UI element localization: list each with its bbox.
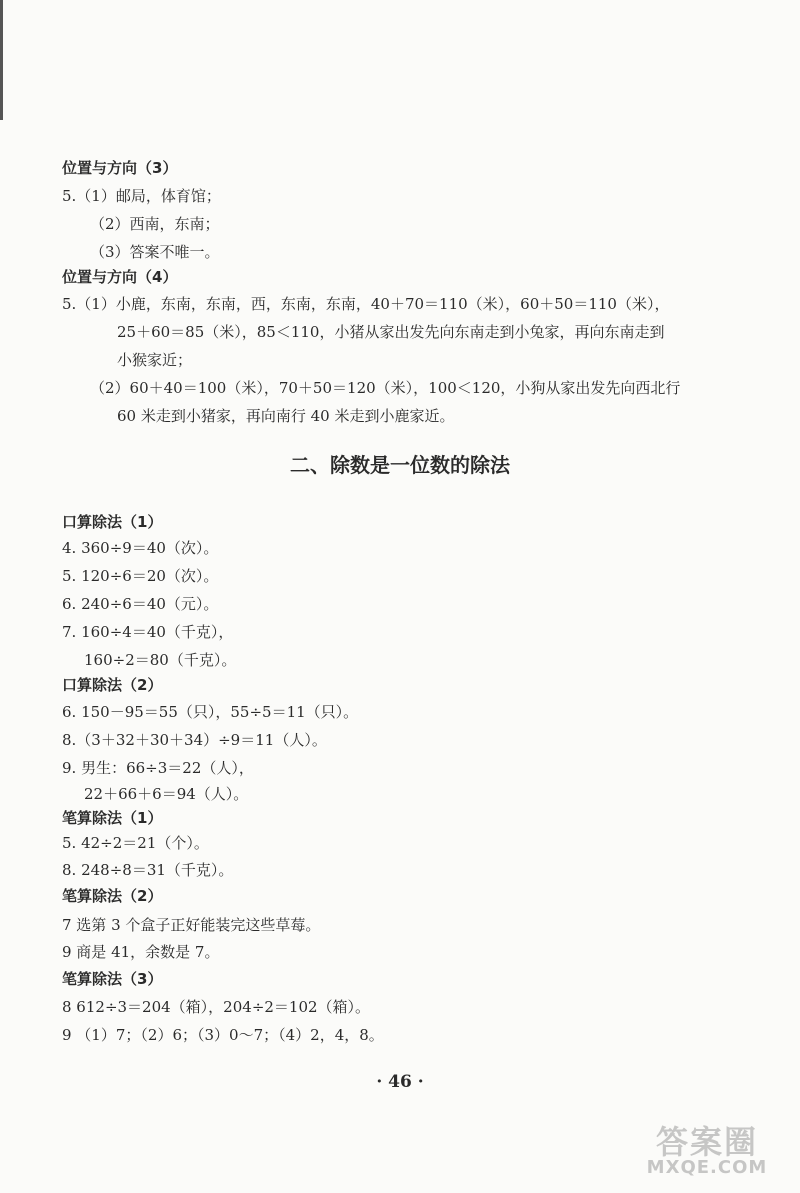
answer-line: 9 商是 41，余数是 7。 [62, 943, 220, 961]
answer-line: （2）西南，东南； [90, 215, 220, 233]
answer-line: 60 米走到小猪家，再向南行 40 米走到小鹿家近。 [117, 407, 455, 425]
answer-line: 8 612÷3＝204（箱），204÷2＝102（箱）。 [62, 998, 371, 1016]
answer-line: 6. 240÷6＝40（元）。 [62, 595, 219, 613]
chapter-title: 二、除数是一位数的除法 [290, 453, 510, 477]
answer-line: 22＋66＋6＝94（人）。 [84, 785, 249, 803]
answer-line: 9 （1）7；（2）6；（3）0～7；（4）2，4，8。 [62, 1026, 384, 1044]
answer-line: 7. 160÷4＝40（千克）， [62, 623, 234, 641]
watermark-url: MXQE.COM [646, 1157, 768, 1178]
answer-line: 7 选第 3 个盒子正好能装完这些草莓。 [62, 916, 321, 934]
section-title-position-4: 位置与方向（4） [62, 268, 178, 286]
section-title-position-3: 位置与方向（3） [62, 159, 178, 177]
answer-line: 5.（1）小鹿，东南，东南，西，东南，东南，40＋70＝110（米），60＋50＝110（米）， [62, 295, 670, 313]
section-title-written-division-3: 笔算除法（3） [62, 970, 163, 988]
answer-line: 160÷2＝80（千克）。 [84, 651, 237, 669]
answer-line: 5.（1）邮局，体育馆； [62, 187, 221, 205]
answer-line: 6. 150－95＝55（只），55÷5＝11（只）。 [62, 703, 359, 721]
page-binding-edge [0, 0, 3, 120]
answer-line: （2）60＋40＝100（米），70＋50＝120（米），100＜120，小狗从家出发先向西北行 [90, 379, 681, 397]
answer-line: 5. 120÷6＝20（次）。 [62, 567, 219, 585]
answer-line: 8. 248÷8＝31（千克）。 [62, 861, 234, 879]
answer-line: 4. 360÷9＝40（次）。 [62, 539, 219, 557]
watermark-logo [632, 1117, 782, 1179]
section-title-written-division-2: 笔算除法（2） [62, 887, 163, 905]
section-title-mental-division-2: 口算除法（2） [62, 676, 163, 694]
section-title-written-division-1: 笔算除法（1） [62, 809, 163, 827]
answer-line: 小猴家近； [117, 351, 193, 369]
answer-line: 9. 男生：66÷3＝22（人）， [62, 759, 254, 777]
answer-line: 5. 42÷2＝21（个）。 [62, 834, 209, 852]
watermark-text: 答案圈 [655, 1123, 758, 1161]
answer-line: （3）答案不唯一。 [90, 243, 220, 261]
answer-line: 8.（3＋32＋30＋34）÷9＝11（人）。 [62, 731, 327, 749]
section-title-mental-division-1: 口算除法（1） [62, 513, 163, 531]
answer-line: 25＋60＝85（米），85＜110，小猪从家出发先向东南走到小兔家，再向东南走到 [117, 323, 665, 341]
page-number: · 46 · [376, 1072, 424, 1092]
